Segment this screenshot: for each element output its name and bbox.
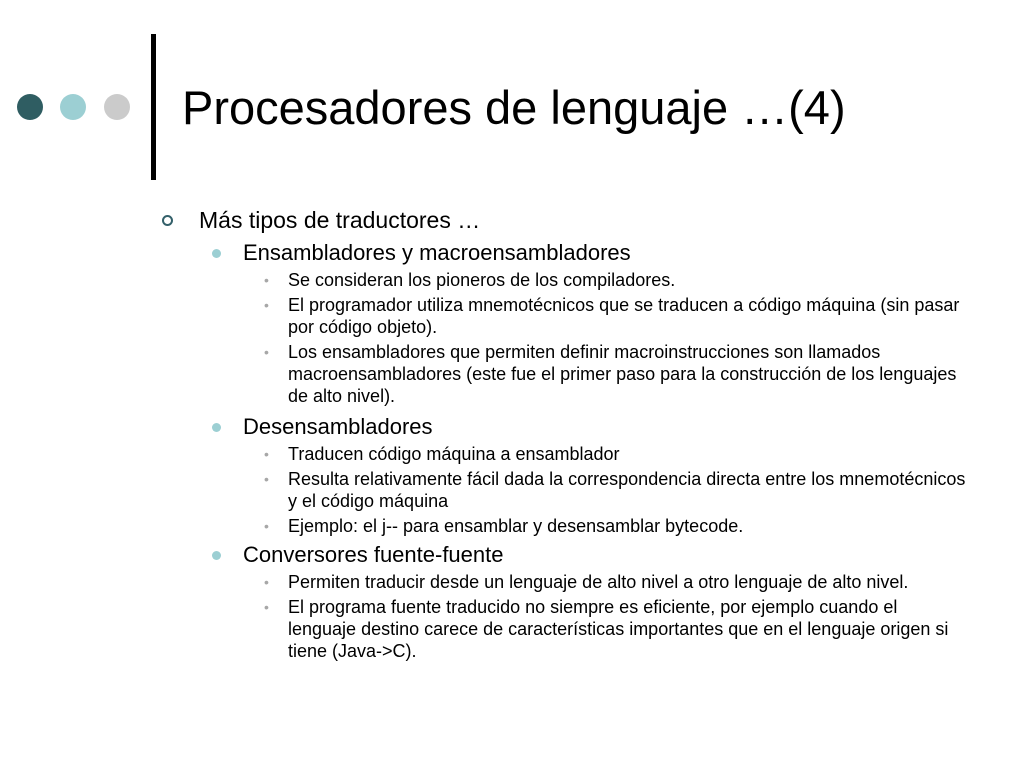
small-bullet-icon: •: [264, 297, 269, 313]
section-heading-text: Conversores fuente-fuente: [243, 542, 504, 567]
sub-bullet-text: Traducen código máquina a ensamblador: [288, 444, 620, 464]
sub-bullet-item: [158, 269, 968, 291]
small-bullet-icon: •: [264, 518, 269, 534]
sub-bullet-text: Resulta relativamente fácil dada la correspondencia directa entre los mnemotécnicos y el código máquina: [288, 469, 966, 511]
sub-bullet-text: El programa fuente traducido no siempre es eficiente, por ejemplo cuando el lenguaje destino carece de características importantes que en el lenguaje origen si tiene (Java->C).: [288, 597, 949, 661]
main-bullet-text: Más tipos de traductores …: [199, 207, 481, 233]
small-bullet-icon: •: [264, 344, 269, 360]
dot-bullet-icon: [212, 249, 221, 258]
sub-bullet-item: [158, 571, 968, 593]
section-heading: [158, 414, 978, 440]
sub-bullet-text: El programador utiliza mnemotécnicos que se traducen a código máquina (sin pasar por código objeto).: [288, 295, 960, 337]
sub-bullet-text: Se consideran los pioneros de los compiladores.: [288, 270, 676, 290]
dot-bullet-icon: [212, 551, 221, 560]
section-heading: [158, 240, 978, 266]
sub-bullet-item: [158, 443, 968, 465]
small-bullet-icon: •: [264, 446, 269, 462]
title-divider: [151, 34, 156, 180]
sub-bullet-text: Permiten traducir desde un lenguaje de alto nivel a otro lenguaje de alto nivel.: [288, 572, 909, 592]
sub-bullet-item: [158, 294, 968, 338]
decorative-dot-dark: [17, 94, 43, 120]
sub-bullet-item: [158, 515, 968, 537]
small-bullet-icon: •: [264, 471, 269, 487]
decorative-dot-gray: [104, 94, 130, 120]
small-bullet-icon: •: [264, 272, 269, 288]
small-bullet-icon: •: [264, 574, 269, 590]
slide-title: Procesadores de lenguaje …(4): [182, 81, 846, 134]
ring-bullet-icon: [162, 215, 173, 226]
sub-bullet-item: [158, 341, 968, 407]
sub-bullet-text: Ejemplo: el j-- para ensamblar y desensamblar bytecode.: [288, 516, 744, 536]
decorative-dot-teal: [60, 94, 86, 120]
section-heading-text: Ensambladores y macroensambladores: [243, 240, 631, 265]
section-list: [158, 240, 978, 662]
sub-bullet-item: [158, 468, 968, 512]
small-bullet-icon: •: [264, 599, 269, 615]
dot-bullet-icon: [212, 423, 221, 432]
sub-bullet-text: Los ensambladores que permiten definir macroinstrucciones son llamados macroensambladores (este fue el primer paso para la construcción de los lenguajes de alto nivel).: [288, 342, 957, 406]
section-heading-text: Desensambladores: [243, 414, 433, 439]
sub-bullet-item: [158, 596, 968, 662]
section-heading: [158, 542, 978, 568]
slide-body: [158, 205, 978, 665]
main-bullet: [158, 205, 978, 235]
